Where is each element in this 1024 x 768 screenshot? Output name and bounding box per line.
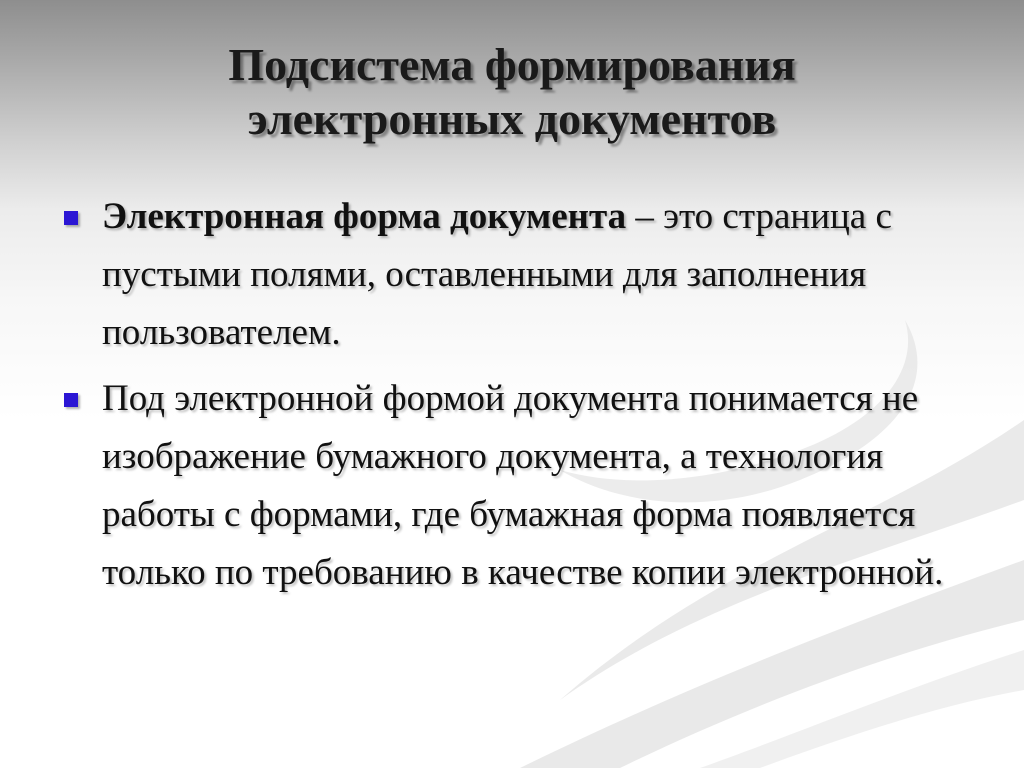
bullet-1-text: – это страница с пустыми полями, оставленными для заполнения пользователем. [102,196,892,353]
bullet-2-text: Под электронной формой документа понимается не изображение бумажного документа, а технология работы с формами, где бумажная форма появляется только по требованию в качестве копии электронной. [102,378,944,593]
bullet-list [64,188,974,610]
slide-title-line-1: Подсистема формирования [228,39,796,90]
bullet-1-term: Электронная форма документа [102,196,627,237]
bullet-item-1 [64,188,974,362]
square-bullet-icon [64,211,78,225]
bullet-item-2 [64,370,974,602]
slide-title [0,38,1024,146]
slide-title-line-2: электронных документов [247,93,777,144]
square-bullet-icon [64,393,78,407]
